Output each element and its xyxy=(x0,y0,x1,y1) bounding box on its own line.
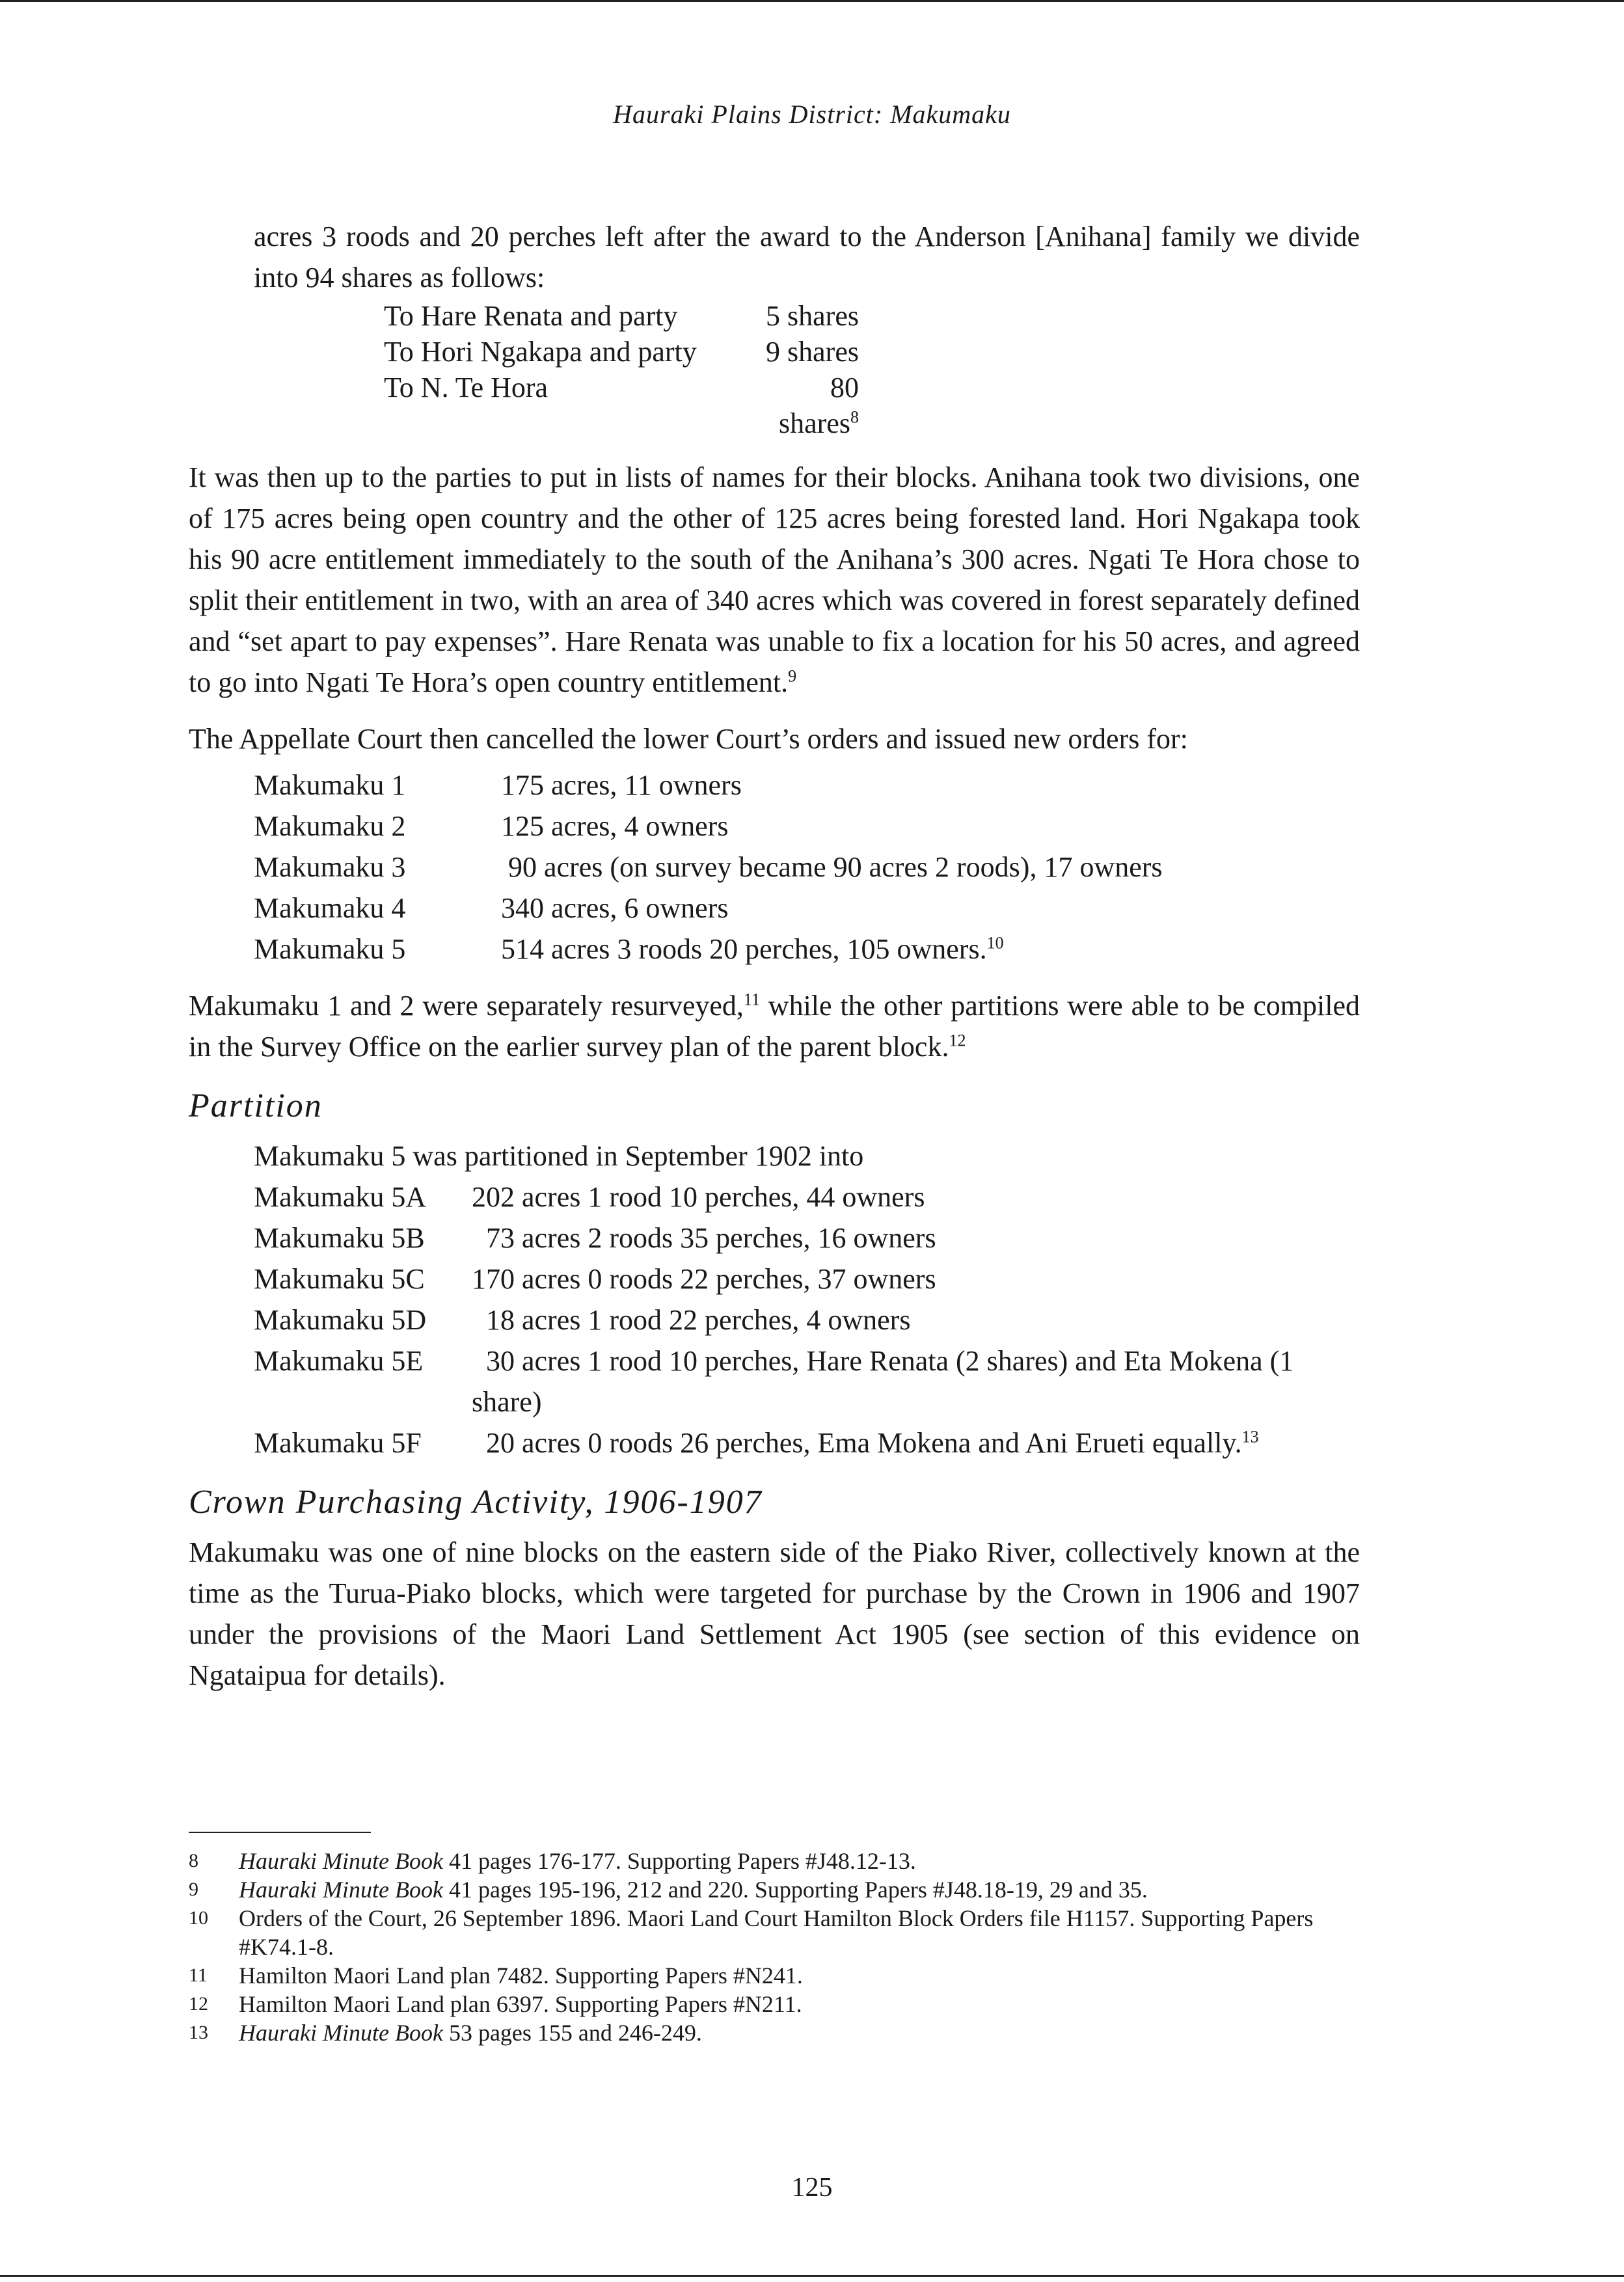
section-heading: Crown Purchasing Activity, 1906-1907 xyxy=(189,1484,763,1521)
footnote: 13 Hauraki Minute Book 53 pages 155 and 246-249. xyxy=(189,2020,702,2046)
orders-list xyxy=(189,765,1360,970)
section-heading: Partition xyxy=(189,1087,323,1124)
footnote-rule xyxy=(189,1832,371,1833)
footnote-ref[interactable]: 13 xyxy=(1241,1427,1259,1447)
share-recipient: To N. Te Hora xyxy=(384,372,548,403)
top-border xyxy=(0,0,1624,2)
list-item: Makumaku 5 514 acres 3 roods 20 perches, 105 owners.$^{10}$ xyxy=(254,933,1004,965)
paragraph: Makumaku 1 and 2 were separately resurveyed,$^{11}$ while the other partitions were able to be compiled in the Survey Office on the earlier survey plan of the parent block.$^{12}$ xyxy=(189,990,1360,1063)
footnote: 8 Hauraki Minute Book 41 pages 176-177. Supporting Papers #J48.12-13. xyxy=(189,1848,916,1874)
block-quote xyxy=(189,216,1360,441)
list-item: Makumaku 2 125 acres, 4 owners xyxy=(254,810,729,842)
partition-list xyxy=(189,1135,1360,1463)
page-number: 125 xyxy=(791,2173,833,2203)
share-count: 9 shares xyxy=(766,336,859,368)
partition-intro: Makumaku 5 was partitioned in September 1902 into xyxy=(254,1140,864,1172)
share-recipient: To Hori Ngakapa and party xyxy=(384,336,697,368)
list-item: Makumaku 5B 73 acres 2 roods 35 perches, 16 owners xyxy=(254,1222,936,1254)
footnote-ref[interactable]: 11 xyxy=(743,990,760,1009)
list-item: Makumaku 4 340 acres, 6 owners xyxy=(254,892,729,924)
share-row xyxy=(384,334,1360,370)
footnote-ref[interactable]: 8 xyxy=(850,407,859,427)
footnote-ref[interactable]: 9 xyxy=(788,666,797,686)
footnote-ref[interactable]: 12 xyxy=(949,1031,966,1050)
list-item: Makumaku 5D 18 acres 1 rood 22 perches, 4 owners xyxy=(254,1304,911,1336)
footnote: 12 Hamilton Maori Land plan 6397. Supporting Papers #N211. xyxy=(189,1991,802,2017)
list-item: Makumaku 5A 202 acres 1 rood 10 perches, 44 owners xyxy=(254,1181,925,1213)
bottom-border xyxy=(0,2275,1624,2277)
footnote: 10 Orders of the Court, 26 September 1896. Maori Land Court Hamilton Block Orders file H1157. Supporting Papers #K74.1-8. xyxy=(189,1905,1314,1960)
running-head: Hauraki Plains District: Makumaku xyxy=(613,100,1011,129)
paragraph: The Appellate Court then cancelled the lower Court’s orders and issued new orders for: xyxy=(189,723,1188,755)
share-recipient: To Hare Renata and party xyxy=(384,300,678,332)
list-item: Makumaku 1 175 acres, 11 owners xyxy=(254,769,742,801)
list-item: Makumaku 5F 20 acres 0 roods 26 perches, Ema Mokena and Ani Erueti equally.$^{13}$ xyxy=(254,1427,1259,1459)
list-item: Makumaku 3 90 acres (on survey became 90 acres 2 roods), 17 owners xyxy=(254,851,1163,883)
paragraph: It was then up to the parties to put in lists of names for their blocks. Anihana took two divisions, one of 175 acres being open country and the other of 125 acres being forested land. Hori Ngakapa took his 90 acre entitlement immediately to the south of the Anihana’s 300 acres. Ngati Te Hora chose to split their entitlement in two, with an area of 340 acres which was covered in forest separately defined and “set apart to pay expenses”. Hare Renata was unable to fix a location for his 50 acres, and agreed to go into Ngati Te Hora’s open country entitlement.$^9$ xyxy=(189,461,1360,698)
list-item: Makumaku 5E 30 acres 1 rood 10 perches, Hare Renata (2 shares) and Eta Mokena (1 share) xyxy=(254,1345,1301,1418)
list-item: Makumaku 5C 170 acres 0 roods 22 perches, 37 owners xyxy=(254,1263,936,1295)
share-count: 5 shares xyxy=(766,300,859,332)
footnote-ref[interactable]: 10 xyxy=(986,933,1004,953)
footnote: 9 Hauraki Minute Book 41 pages 195-196, 212 and 220. Supporting Papers #J48.18-19, 29 and 35. xyxy=(189,1877,1148,1903)
paragraph: Makumaku was one of nine blocks on the eastern side of the Piako River, collectively known at the time as the Turua-Piako blocks, which were targeted for purchase by the Crown in 1906 and 1907 under the provisions of the Maori Land Settlement Act 1905 (see section of this evidence on Ngataipua for details). xyxy=(189,1536,1360,1691)
share-row xyxy=(384,370,1360,441)
quote-text: acres 3 roods and 20 perches left after the award to the Anderson [Anihana] family we divide into 94 shares as follows: xyxy=(254,221,1360,293)
footnotes xyxy=(189,1847,1360,2047)
share-row xyxy=(384,298,1360,334)
page-body xyxy=(189,216,1360,1696)
share-count: 80 shares$^8$ xyxy=(779,372,859,439)
footnote: 11 Hamilton Maori Land plan 7482. Supporting Papers #N241. xyxy=(189,1963,803,1989)
share-table xyxy=(254,298,1360,441)
